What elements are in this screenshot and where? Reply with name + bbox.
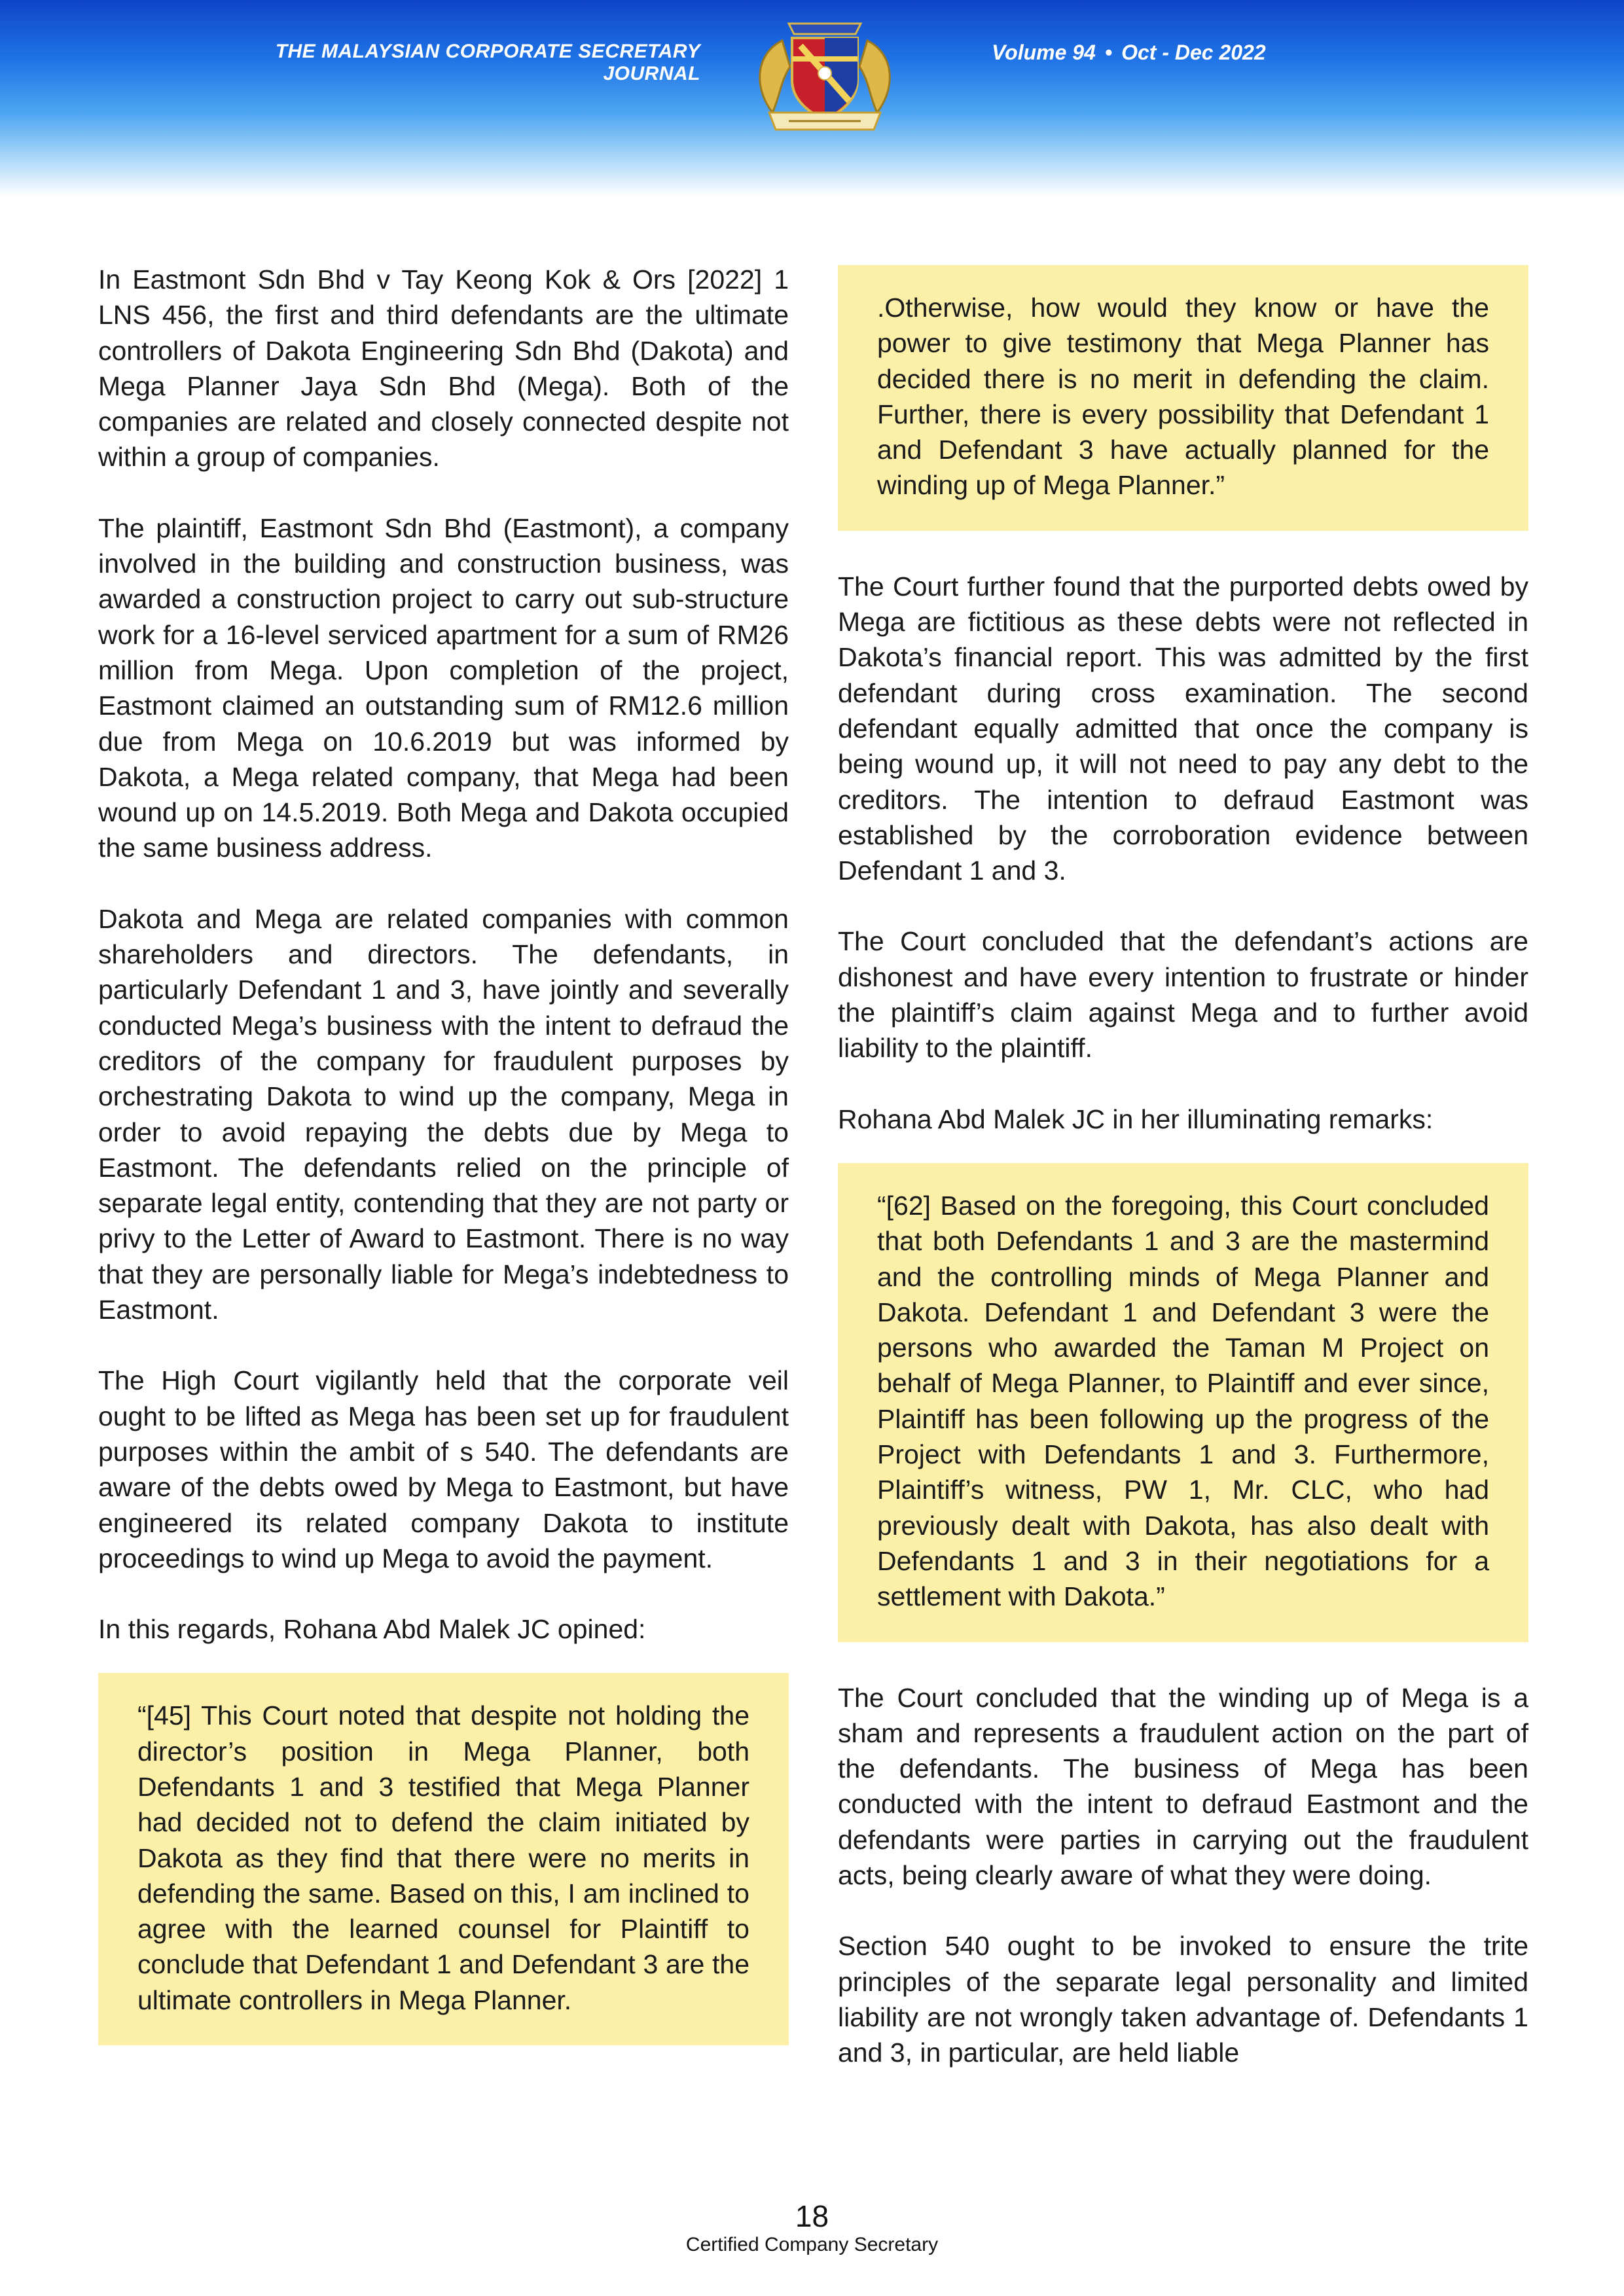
paragraph-dishonest-actions: The Court concluded that the defendant’s actions are dishonest and have every intention to frustrate or hinder the plaintiff’s claim against Mega and to further avoid liability to the plaintiff. [838, 926, 1528, 1064]
paragraph-sham-winding-up: The Court concluded that the winding up of Mega is a sham and represents a fraudulent action on the part of the defendants. The business of Mega has been conducted with the intent to defraud Eastmont and the defendants were parties in carrying out the fraudulent acts, being clearly aware of what they were doing. [838, 1682, 1528, 1890]
right-column [838, 262, 1528, 2106]
issue-info [992, 41, 1358, 65]
journal-title: THE MALAYSIAN CORPORATE SECRETARY JOURNAL [275, 41, 700, 84]
page-number: 18 [795, 2199, 829, 2233]
macs-crest-icon [743, 14, 907, 139]
quote-box-62 [838, 1163, 1528, 1642]
page-footer [0, 2199, 1624, 2257]
paragraph-illuminating-remarks: Rohana Abd Malek JC in her illuminating remarks: [838, 1103, 1434, 1134]
issue-period: Oct - Dec 2022 [1121, 41, 1266, 64]
paragraph-plaintiff-background: The plaintiff, Eastmont Sdn Bhd (Eastmont), a company involved in the building and construction business, was awarded a construction project to carry out sub-structure work for a 16-level serviced apartment for a sum of RM26 million from Mega. Upon completion of the project, Eastmont claimed an outstanding sum of RM12.6 million due from Mega on 10.6.2019 but was informed by Dakota, a Mega related company, that Mega had been wound up on 14.5.2019. Both Mega and Dakota occupied the same business address. [98, 512, 789, 863]
volume-label: Volume 94 [992, 41, 1096, 64]
header-separator: • [1104, 41, 1113, 64]
publication-name: Certified Company Secretary [685, 2234, 939, 2255]
paragraph-case-intro: In Eastmont Sdn Bhd v Tay Keong Kok & Ors [2022] 1 LNS 456, the first and third defendants are the ultimate controllers of Dakota Engineering Sdn Bhd (Dakota) and Mega Planner Jaya Sdn Bhd (Mega). Both of the companies are related and closely connected despite not within a group of companies. [98, 264, 789, 473]
paragraph-section-540: Section 540 ought to be invoked to ensure the trite principles of the separate legal personality and limited liability are not wrongly taken advantage of. Defendants 1 and 3, in particular, are held liable [838, 1931, 1528, 2068]
paragraph-fictitious-debts: The Court further found that the purported debts owed by Mega are fictitious as these debts were not reflected in Dakota’s financial report. This was admitted by the first defendant during cross examination. The second defendant equally admitted that once the company is being wound up, it will not need to pay any debt to the creditors. The intention to defraud Eastmont was established by the corroboration evidence between Defendant 1 and 3. [838, 571, 1528, 886]
journal-header-band [0, 0, 1624, 196]
quote-text: .Otherwise, how would they know or have the power to give testimony that Mega Planner has decided there is no merit in defending the claim. Further, there is every possibility that Defendant 1 and Defendant 3 have actually planned for the winding up of Mega Planner.” [877, 293, 1489, 501]
quote-box-45 [98, 1673, 789, 2045]
paragraph-related-companies: Dakota and Mega are related companies with common shareholders and directors. The defendants, in particularly Defendant 1 and 3, have jointly and severally conducted Mega’s business with the intent to defraud the creditors of the company for fraudulent purposes by orchestrating Dakota to wind up the company, Mega in order to avoid repaying the debts due by Mega to Eastmont. The defendants relied on the principle of separate legal entity, contending that they are not party or privy to the Letter of Award to Eastmont. There is no way that they are personally liable for Mega’s indebtedness to Eastmont. [98, 903, 789, 1325]
quote-text: “[62] Based on the foregoing, this Court concluded that both Defendants 1 and 3 are the mastermind and the controlling minds of Mega Planner and Dakota. Defendant 1 and Defendant 3 were the persons who awarded the Taman M Project on behalf of Mega Planner, to Plaintiff and ever since, Plaintiff has been following up the progress of the Project with Defendants 1 and 3. Furthermore, Plaintiff’s witness, PW 1, Mr. CLC, who had previously dealt with Dakota, has also dealt with Defendants 1 and 3 in their negotiations for a settlement with Dakota.” [877, 1190, 1489, 1612]
quote-text: “[45] This Court noted that despite not holding the director’s position in Mega Planner, both Defendants 1 and 3 testified that Mega Planner had decided not to defend the claim initiated by Dakota as they find that there were no merits in defending the same. Based on this, I am inclined to agree with the learned counsel for Plaintiff to conclude that Defendant 1 and Defendant 3 are the ultimate controllers in Mega Planner. [137, 1700, 749, 2015]
paragraph-judge-opined: In this regards, Rohana Abd Malek JC opined: [98, 1614, 646, 1645]
left-column [98, 262, 789, 2083]
paragraph-high-court-held: The High Court vigilantly held that the corporate veil ought to be lifted as Mega has been set up for fraudulent purposes within the ambit of s 540. The defendants are aware of the debts owed by Mega to Eastmont, but have engineered its related company Dakota to institute proceedings to wind up Mega to avoid the payment. [98, 1365, 789, 1573]
quote-box-45-continued [838, 265, 1528, 531]
